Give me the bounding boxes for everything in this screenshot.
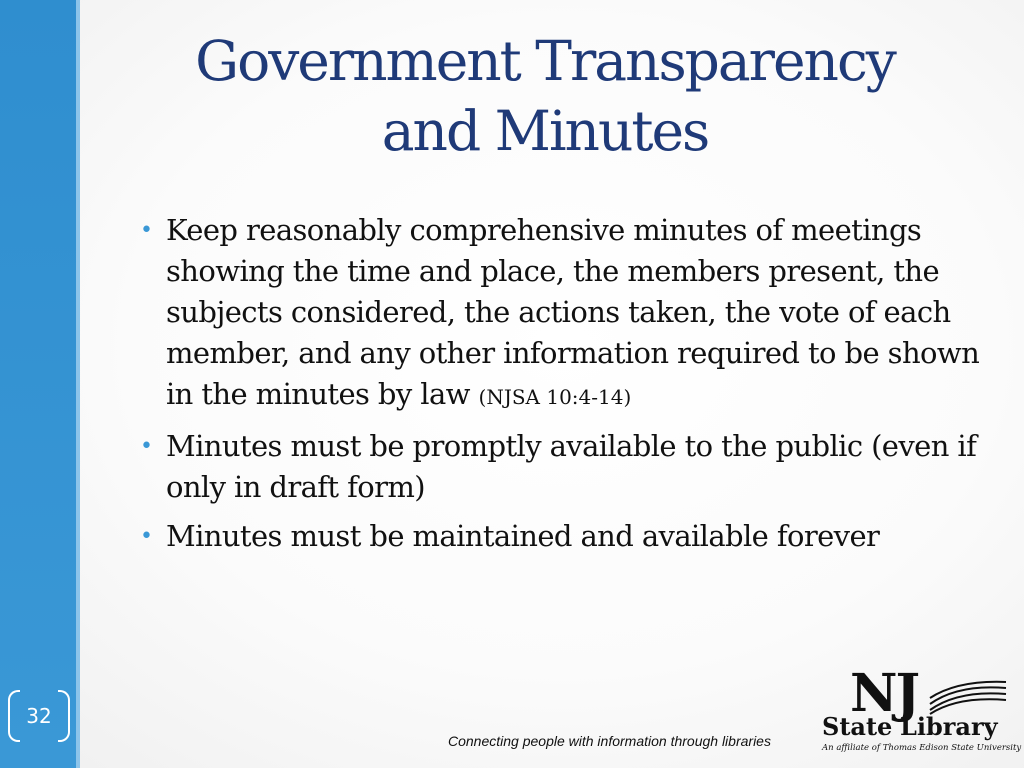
- bullet-dot-icon: •: [140, 434, 153, 459]
- side-accent-bar: [0, 0, 76, 768]
- bullet-item: [138, 210, 988, 418]
- bullet-item: [138, 516, 988, 557]
- bullet-text: Keep reasonably comprehensive minutes of meetings showing the time and place, the members present, the subjects considered, the actions taken, the vote of each member, and any other information required to be shown in the minutes by law: [166, 213, 980, 411]
- bullet-text: Minutes must be promptly available to the public (even if only in draft form): [166, 429, 977, 504]
- citation: (NJSA 10:4-14): [478, 385, 632, 409]
- bullet-item: [138, 426, 988, 508]
- book-pages-icon: [928, 680, 1008, 716]
- bullet-dot-icon: •: [140, 218, 153, 243]
- bullet-list: [138, 210, 988, 565]
- logo-nj: NJ: [850, 663, 919, 724]
- slide-number: 32: [26, 704, 52, 728]
- bullet-text: Minutes must be maintained and available forever: [166, 519, 880, 553]
- footer-tagline: Connecting people with information through libraries: [448, 733, 771, 749]
- logo-affiliate: An affiliate of Thomas Edison State University: [822, 743, 1022, 753]
- slide-title: [120, 26, 970, 166]
- title-line-2: and Minutes: [381, 99, 709, 163]
- nj-state-library-logo: [820, 663, 1022, 760]
- logo-library: Library: [900, 712, 998, 741]
- slide-number-box: [8, 690, 70, 740]
- bullet-dot-icon: •: [140, 524, 153, 549]
- title-line-1: Government Transparency: [195, 29, 895, 93]
- logo-state: State: [822, 712, 893, 741]
